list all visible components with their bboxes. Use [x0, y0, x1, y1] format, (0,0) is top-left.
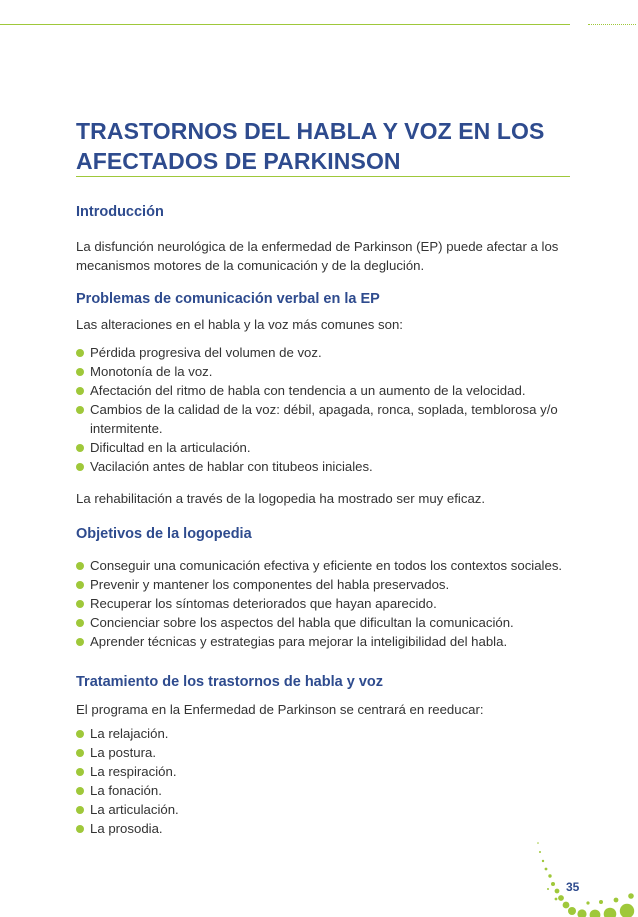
list-item: Conseguir una comunicación efectiva y eficiente en todos los contextos sociales. [76, 556, 586, 575]
treatment-heading: Tratamiento de los trastornos de habla y voz [76, 674, 383, 690]
problems-heading: Problemas de comunicación verbal en la EP [76, 291, 380, 307]
list-item: La fonación. [76, 781, 586, 800]
list-item: Pérdida progresiva del volumen de voz. [76, 343, 586, 362]
list-item: La articulación. [76, 800, 586, 819]
list-item: Afectación del ritmo de habla con tendencia a un aumento de la velocidad. [76, 381, 586, 400]
page-number: 35 [566, 880, 580, 894]
page-title: TRASTORNOS DEL HABLA Y VOZ EN LOS AFECTADOS DE PARKINSON [76, 118, 545, 174]
list-item: Concienciar sobre los aspectos del habla que dificultan la comunicación. [76, 613, 586, 632]
list-item: Prevenir y mantener los componentes del habla preservados. [76, 575, 586, 594]
treatment-lead: El programa en la Enfermedad de Parkinson se centrará en reeducar: [76, 702, 484, 717]
list-item: Recuperar los síntomas deteriorados que hayan aparecido. [76, 594, 586, 613]
intro-heading: Introducción [76, 204, 164, 220]
problems-closing: La rehabilitación a través de la logopedia ha mostrado ser muy eficaz. [76, 491, 486, 506]
list-item: La relajación. [76, 724, 586, 743]
list-item: Aprender técnicas y estrategias para mejorar la inteligibilidad del habla. [76, 632, 586, 651]
list-item: Cambios de la calidad de la voz: débil, apagada, ronca, soplada, temblorosa y/o intermitente. [76, 400, 586, 438]
list-item: La postura. [76, 743, 586, 762]
intro-text: La disfunción neurológica de la enfermedad de Parkinson (EP) puede afectar a los mecanismos motores de la comunicación y de la deglución. [76, 239, 559, 273]
problems-lead: Las alteraciones en el habla y la voz más comunes son: [76, 317, 403, 332]
list-item: Monotonía de la voz. [76, 362, 586, 381]
list-item: La prosodia. [76, 819, 586, 838]
list-item: Dificultad en la articulación. [76, 438, 586, 457]
list-item: Vacilación antes de hablar con titubeos iniciales. [76, 457, 586, 476]
objectives-heading: Objetivos de la logopedia [76, 526, 252, 542]
list-item: La respiración. [76, 762, 586, 781]
